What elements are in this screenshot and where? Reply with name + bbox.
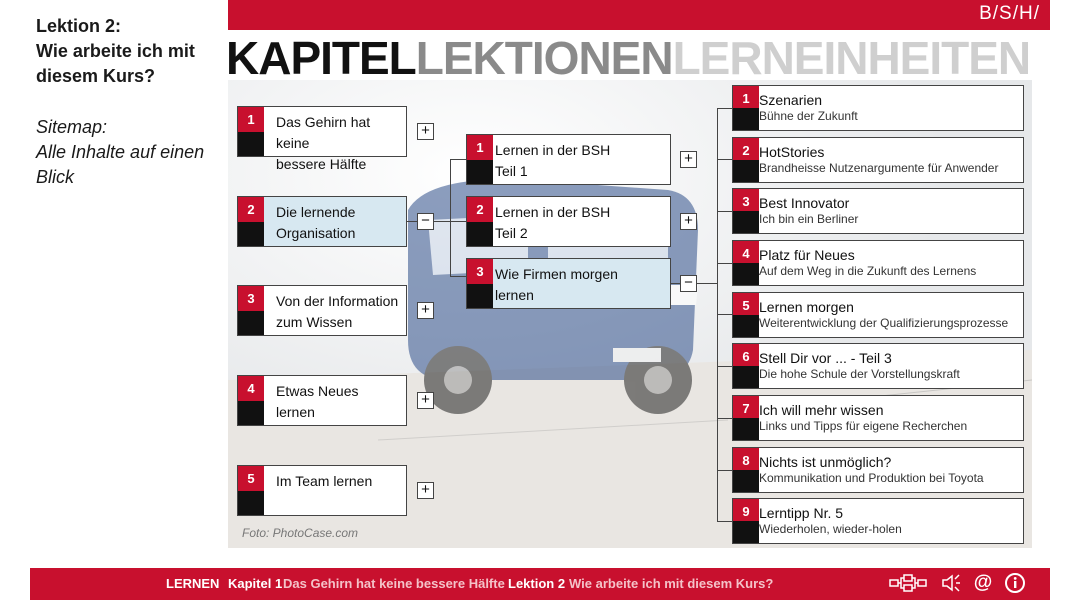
collapse-icon[interactable]: − bbox=[680, 275, 697, 292]
connector-line bbox=[717, 159, 732, 160]
unit-number: 4 bbox=[733, 241, 759, 263]
sitemap-caption-line: Alle Inhalte auf einen bbox=[36, 142, 205, 162]
lesson-title-line: Lektion 2: bbox=[36, 16, 122, 36]
unit-marker bbox=[733, 521, 759, 543]
chapter-title-line: Organisation bbox=[276, 225, 356, 241]
unit-item-6[interactable] bbox=[732, 343, 1024, 389]
lesson-title-line: Lernen in der BSH bbox=[495, 204, 611, 220]
connector-line bbox=[717, 263, 732, 264]
chapter-item-5[interactable] bbox=[237, 465, 407, 516]
unit-marker bbox=[733, 418, 759, 440]
chapter-title-line: zum Wissen bbox=[276, 314, 353, 330]
unit-item-3[interactable] bbox=[732, 188, 1024, 234]
connector-line bbox=[717, 108, 718, 522]
lesson-marker bbox=[467, 160, 493, 185]
heading-lerneinheiten: LERNEINHEITEN bbox=[672, 32, 1031, 84]
unit-subtitle: Links und Tipps für eigene Recherchen bbox=[759, 419, 968, 433]
chapter-title-line: Im Team lernen bbox=[276, 473, 373, 489]
unit-item-1[interactable] bbox=[732, 85, 1024, 131]
connector-line bbox=[717, 418, 732, 419]
unit-item-5[interactable] bbox=[732, 292, 1024, 338]
lesson-title-line: Teil 2 bbox=[495, 225, 528, 241]
heading-kapitel: KAPITEL bbox=[226, 32, 416, 84]
expand-icon[interactable]: + bbox=[680, 213, 697, 230]
unit-number: 1 bbox=[733, 86, 759, 108]
unit-number: 2 bbox=[733, 138, 759, 160]
unit-title: Szenarien bbox=[759, 92, 823, 108]
expand-icon[interactable]: + bbox=[417, 302, 434, 319]
chapter-title-line: Das Gehirn hat keine bbox=[276, 114, 371, 151]
chapter-title-line: Die lernende bbox=[276, 204, 356, 220]
chapter-number: 4 bbox=[238, 376, 264, 401]
expand-icon[interactable]: + bbox=[417, 482, 434, 499]
collapse-icon[interactable]: − bbox=[417, 213, 434, 230]
footer-lektion-title[interactable]: Wie arbeite ich mit diesem Kurs? bbox=[569, 576, 774, 591]
unit-item-9[interactable] bbox=[732, 498, 1024, 544]
lesson-title-line: Lernen in der BSH bbox=[495, 142, 611, 158]
chapter-title bbox=[276, 381, 400, 423]
unit-number: 3 bbox=[733, 189, 759, 211]
lesson-title bbox=[36, 14, 216, 89]
unit-marker bbox=[733, 366, 759, 388]
lesson-marker bbox=[467, 222, 493, 247]
footer-kapitel-label: Kapitel 1 bbox=[228, 576, 283, 591]
unit-marker bbox=[733, 160, 759, 182]
unit-item-7[interactable] bbox=[732, 395, 1024, 441]
unit-subtitle: Wiederholen, wieder-holen bbox=[759, 522, 902, 536]
unit-marker bbox=[733, 315, 759, 337]
unit-title: Lernen morgen bbox=[759, 299, 854, 315]
connector-line bbox=[450, 276, 466, 277]
unit-subtitle: Ich bin ein Berliner bbox=[759, 212, 859, 226]
chapter-number: 1 bbox=[238, 107, 264, 132]
unit-subtitle: Auf dem Weg in die Zukunft des Lernens bbox=[759, 264, 977, 278]
connector-line bbox=[717, 470, 732, 471]
sitemap-caption-line: Blick bbox=[36, 167, 75, 187]
unit-title: Stell Dir vor ... - Teil 3 bbox=[759, 350, 892, 366]
unit-item-2[interactable] bbox=[732, 137, 1024, 183]
sitemap-icon[interactable] bbox=[888, 572, 928, 594]
unit-item-4[interactable] bbox=[732, 240, 1024, 286]
lesson-title bbox=[495, 140, 664, 182]
unit-title: Ich will mehr wissen bbox=[759, 402, 884, 418]
unit-subtitle: Kommunikation und Produktion bei Toyota bbox=[759, 471, 984, 485]
chapter-item-2[interactable] bbox=[237, 196, 407, 247]
chapter-title bbox=[276, 202, 400, 244]
unit-number: 8 bbox=[733, 448, 759, 470]
lesson-number: 1 bbox=[467, 135, 493, 160]
chapter-title bbox=[276, 291, 400, 333]
chapter-title-line: Etwas Neues lernen bbox=[276, 383, 359, 420]
connector-line bbox=[450, 159, 466, 160]
footer-kapitel-title[interactable]: Das Gehirn hat keine bessere Hälfte bbox=[283, 576, 505, 591]
lesson-title bbox=[495, 264, 664, 306]
unit-subtitle: Die hohe Schule der Vorstellungskraft bbox=[759, 367, 960, 381]
lesson-item-2[interactable] bbox=[466, 196, 671, 247]
connector-line bbox=[717, 521, 732, 522]
unit-number: 5 bbox=[733, 293, 759, 315]
chapter-marker bbox=[238, 491, 264, 516]
connector-line bbox=[450, 159, 451, 276]
brand-logo: B/S/H/ bbox=[979, 3, 1040, 24]
unit-subtitle: Bühne der Zukunft bbox=[759, 109, 858, 123]
unit-title: Lerntipp Nr. 5 bbox=[759, 505, 844, 521]
footer-bar bbox=[30, 568, 1050, 600]
expand-icon[interactable]: + bbox=[417, 123, 434, 140]
chapter-number: 2 bbox=[238, 197, 264, 222]
chapter-number: 3 bbox=[238, 286, 264, 311]
chapter-item-1[interactable] bbox=[237, 106, 407, 172]
chapter-marker bbox=[238, 401, 264, 426]
unit-marker bbox=[733, 108, 759, 130]
chapter-title-line: bessere Hälfte bbox=[276, 156, 367, 172]
expand-icon[interactable]: + bbox=[417, 392, 434, 409]
sitemap-caption bbox=[36, 115, 226, 190]
sitemap-caption-line: Sitemap: bbox=[36, 117, 108, 137]
lesson-item-1[interactable] bbox=[466, 134, 671, 185]
connector-line bbox=[450, 221, 466, 222]
lesson-title-line: Wie arbeite ich mit bbox=[36, 41, 195, 61]
lesson-marker bbox=[467, 284, 493, 309]
chapter-item-3[interactable] bbox=[237, 285, 407, 336]
unit-subtitle: Brandheisse Nutzenargumente für Anwender bbox=[759, 161, 999, 175]
lesson-number: 2 bbox=[467, 197, 493, 222]
lesson-title-line: diesem Kurs? bbox=[36, 66, 156, 86]
lesson-title-line: lernen bbox=[495, 287, 534, 303]
connector-line bbox=[717, 314, 732, 315]
lesson-item-3[interactable] bbox=[466, 258, 671, 309]
footer-section: LERNEN bbox=[166, 576, 220, 591]
unit-subtitle: Weiterentwicklung der Qualifizierungsprozesse bbox=[759, 316, 1009, 330]
sound-icon[interactable] bbox=[940, 572, 962, 594]
contact-icon[interactable]: @ bbox=[973, 572, 993, 593]
unit-marker bbox=[733, 211, 759, 233]
chapter-number: 5 bbox=[238, 466, 264, 491]
chapter-marker bbox=[238, 222, 264, 247]
footer-lektion-label: Lektion 2 bbox=[508, 576, 566, 591]
unit-title: Platz für Neues bbox=[759, 247, 855, 263]
connector-line bbox=[717, 108, 732, 109]
info-icon[interactable] bbox=[1004, 572, 1026, 594]
chapter-marker bbox=[238, 311, 264, 336]
chapter-title bbox=[276, 471, 400, 492]
unit-title: HotStories bbox=[759, 144, 825, 160]
connector-line bbox=[717, 211, 732, 212]
heading-lektionen: LEKTIONEN bbox=[415, 32, 673, 84]
lesson-title bbox=[495, 202, 664, 244]
unit-title: Best Innovator bbox=[759, 195, 850, 211]
unit-item-8[interactable] bbox=[732, 447, 1024, 493]
lesson-number: 3 bbox=[467, 259, 493, 284]
unit-marker bbox=[733, 263, 759, 285]
photo-credit: Foto: PhotoCase.com bbox=[242, 526, 359, 540]
chapter-marker bbox=[238, 132, 264, 157]
chapter-title bbox=[276, 112, 400, 175]
chapter-title-line: Von der Information bbox=[276, 293, 399, 309]
expand-icon[interactable]: + bbox=[680, 151, 697, 168]
top-bar bbox=[228, 0, 1050, 30]
connector-line bbox=[717, 366, 732, 367]
lesson-title-line: Teil 1 bbox=[495, 163, 528, 179]
unit-number: 6 bbox=[733, 344, 759, 366]
unit-title: Nichts ist unmöglich? bbox=[759, 454, 892, 470]
unit-marker bbox=[733, 470, 759, 492]
lesson-title-line: Wie Firmen morgen bbox=[495, 266, 618, 282]
unit-number: 7 bbox=[733, 396, 759, 418]
unit-number: 9 bbox=[733, 499, 759, 521]
hierarchy-heading bbox=[226, 30, 1031, 84]
chapter-item-4[interactable] bbox=[237, 375, 407, 426]
